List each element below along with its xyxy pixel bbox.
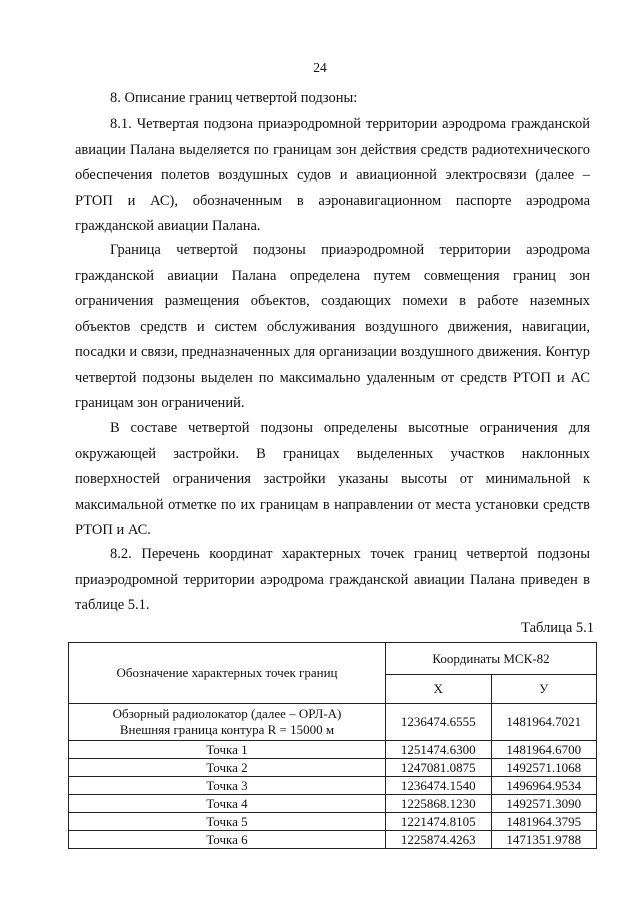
- table-caption: Таблица 5.1: [521, 620, 594, 636]
- radar-x-cell: 1236474.6555: [386, 704, 492, 741]
- table-row: [69, 795, 597, 813]
- header-coordinates: Координаты МСК-82: [386, 643, 597, 675]
- radar-name-line2: Внешняя граница контура R = 15000 м: [119, 722, 335, 737]
- table-row: [69, 813, 597, 831]
- paragraph-text: Граница четвертой подзоны приаэродромной территории аэродрома гражданской авиации Палана определена путем совмещения границ зон ограничения размещения объектов, создающих помехи в работе наземных объектов средств и систем обслуживания воздушного движения, навигации, посадки и связи, предназначенных для организации воздушного движения. Контур четвертой подзоны выделен по максимально удаленным от средств РТОП и АС границам зон ограничений.: [75, 242, 590, 411]
- point-name-cell: Точка 6: [69, 831, 386, 849]
- point-y-cell: 1481964.3795: [491, 813, 597, 831]
- point-y-cell: 1471351.9788: [491, 831, 597, 849]
- point-y-cell: 1481964.6700: [491, 741, 597, 759]
- point-x-cell: 1247081.0875: [386, 759, 492, 777]
- radar-y-cell: 1481964.7021: [491, 704, 597, 741]
- header-point-name: Обозначение характерных точек границ: [69, 643, 386, 704]
- paragraph-text: 8.2. Перечень координат характерных точек границ четвертой подзоны приаэродромной территории аэродрома гражданской авиации Палана приведен в таблице 5.1.: [75, 546, 590, 613]
- point-name-cell: Точка 3: [69, 777, 386, 795]
- paragraph-boundary: [75, 238, 590, 417]
- point-x-cell: 1225868.1230: [386, 795, 492, 813]
- point-x-cell: 1221474.8105: [386, 813, 492, 831]
- point-x-cell: 1251474.6300: [386, 741, 492, 759]
- coordinates-table: [68, 642, 597, 849]
- paragraph-8-1: [75, 112, 590, 240]
- point-y-cell: 1492571.3090: [491, 795, 597, 813]
- table-header-row: [69, 643, 597, 675]
- radar-name-cell: [69, 704, 386, 741]
- table-row-radar: [69, 704, 597, 741]
- point-x-cell: 1236474.1540: [386, 777, 492, 795]
- paragraph-8-2: [75, 542, 590, 619]
- paragraph-height-limits: [75, 416, 590, 544]
- table-row: [69, 831, 597, 849]
- table-row: [69, 759, 597, 777]
- point-x-cell: 1225874.4263: [386, 831, 492, 849]
- page-number: 24: [313, 60, 327, 75]
- point-name-cell: Точка 5: [69, 813, 386, 831]
- header-y: У: [491, 675, 597, 704]
- point-y-cell: 1496964.9534: [491, 777, 597, 795]
- radar-name-line1: Обзорный радиолокатор (далее – ОРЛ-А): [112, 706, 342, 721]
- header-x: X: [386, 675, 492, 704]
- paragraph-text: В составе четвертой подзоны определены высотные ограничения для окружающей застройки. В границах выделенных участков наклонных поверхностей ограничения застройки указаны высоты от минимальной к максимальной отметке по их границам в направлении от места установки средств РТОП и АС.: [75, 420, 590, 538]
- paragraph-text: 8.1. Четвертая подзона приаэродромной территории аэродрома гражданской авиации Палана выделяется по границам зон действия средств радиотехнического обеспечения полетов воздушных судов и авиационной электросвязи (далее – РТОП и АС), обозначенным в аэронавигационном паспорте аэродрома гражданской авиации Палана.: [75, 116, 590, 234]
- point-name-cell: Точка 1: [69, 741, 386, 759]
- section-heading: 8. Описание границ четвертой подзоны:: [110, 90, 358, 106]
- table-row: [69, 741, 597, 759]
- point-y-cell: 1492571.1068: [491, 759, 597, 777]
- point-name-cell: Точка 4: [69, 795, 386, 813]
- point-name-cell: Точка 2: [69, 759, 386, 777]
- table-row: [69, 777, 597, 795]
